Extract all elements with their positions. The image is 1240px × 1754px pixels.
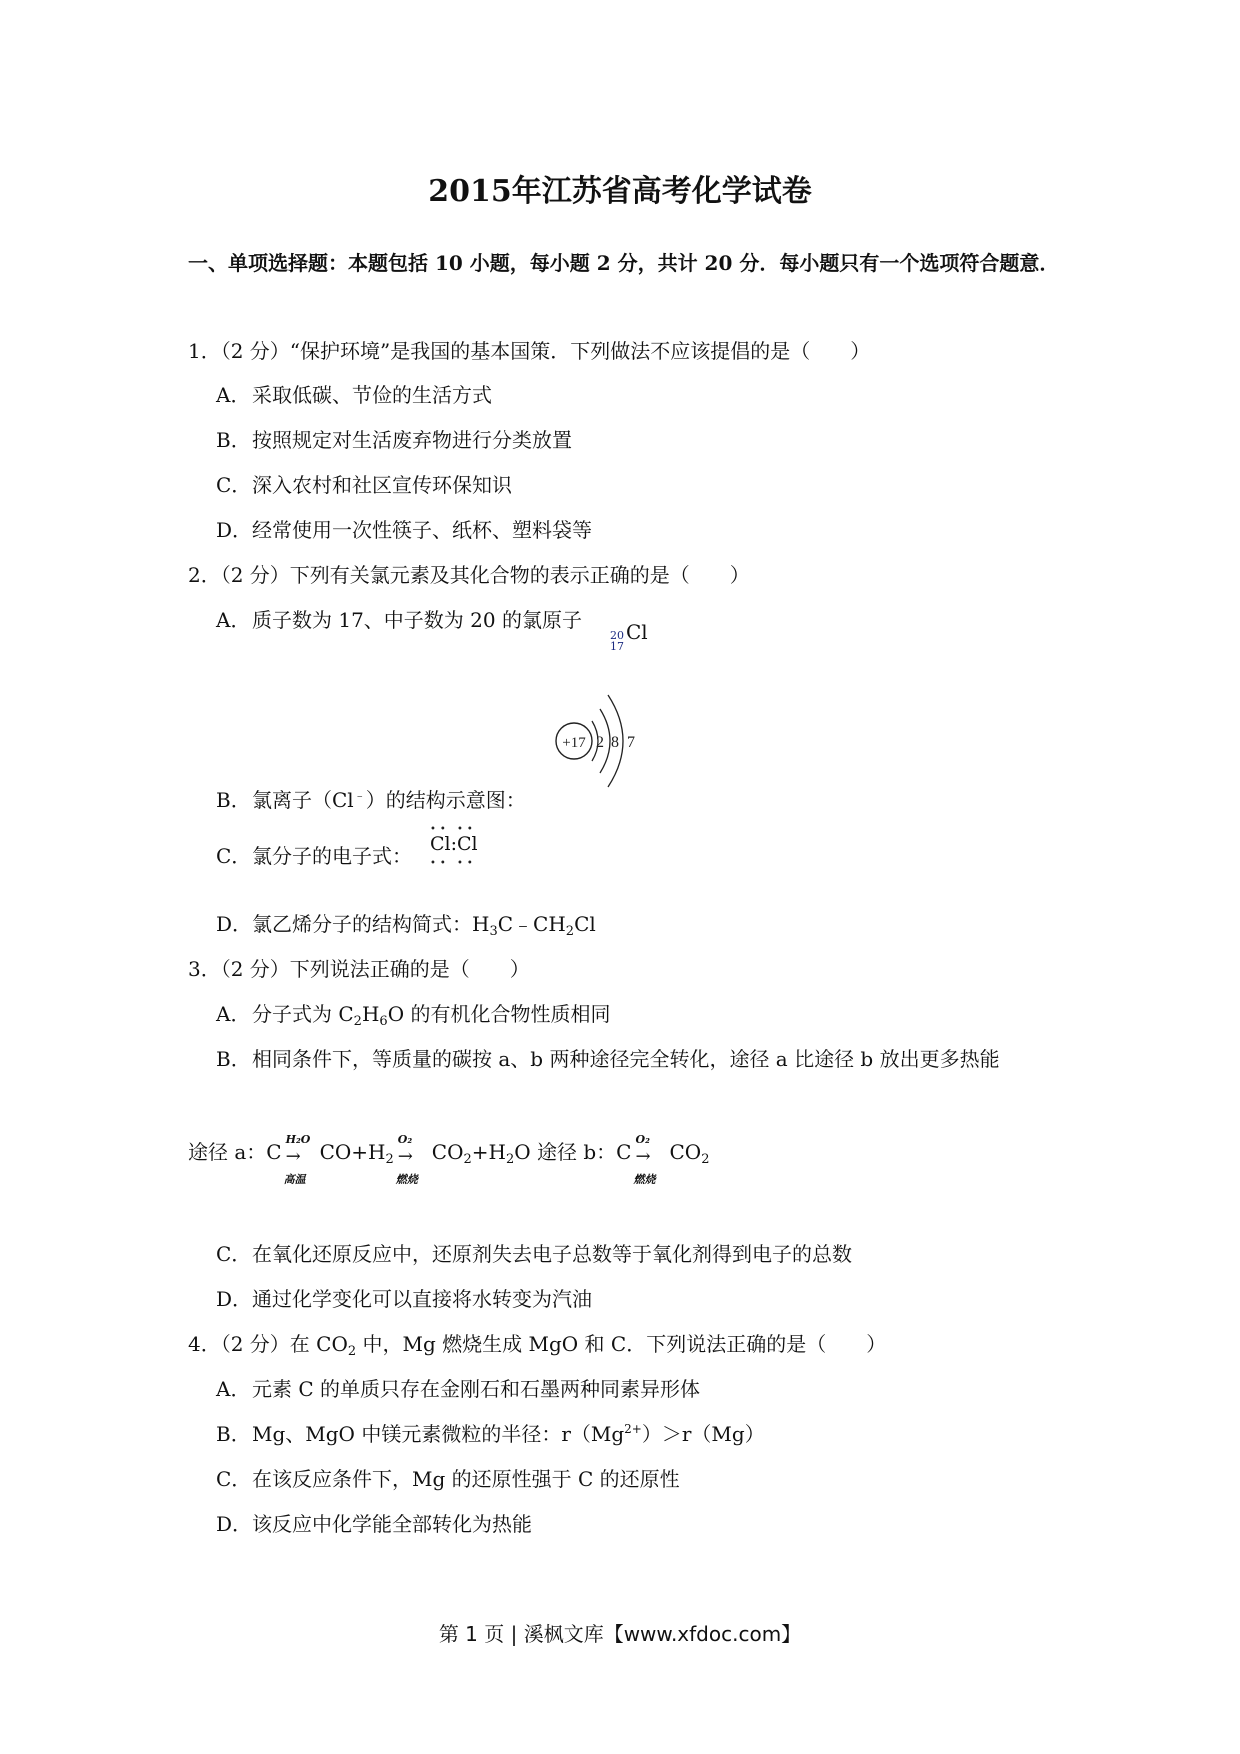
page-footer: 第 1 页 | 溪枫文库【www.xfdoc.com】: [438, 1622, 802, 1646]
top-dots-icon: •• ••: [430, 824, 477, 835]
question-3-option-a: [216, 1000, 610, 1028]
option-letter: C．: [216, 1242, 252, 1266]
question-4-stem: [188, 1330, 886, 1358]
formula-part: CO+H: [319, 1140, 386, 1164]
question-3-option-d: [216, 1285, 592, 1313]
arrow-reagent: H₂O: [285, 1133, 311, 1146]
question-1-option-b: [216, 426, 572, 454]
option-text: 质子数为 17、中子数为 20 的氯原子: [252, 608, 582, 632]
option-letter: D．: [216, 1287, 253, 1311]
formula-part: O: [514, 1140, 531, 1164]
option-text: 在该反应条件下，Mg 的还原性强于 C 的还原性: [252, 1467, 680, 1491]
option-letter: B．: [216, 1422, 251, 1446]
question-4-option-d: [216, 1510, 532, 1538]
section-heading: 一、单项选择题：本题包括 10 小题，每小题 2 分，共计 20 分．每小题只有一个选项符合题意．: [188, 251, 1060, 275]
formula-sub: 2: [463, 1152, 472, 1167]
formula-part: CO: [669, 1140, 702, 1164]
option-text: 元素 C 的单质只存在金刚石和石墨两种同素异形体: [252, 1377, 701, 1401]
option-letter: C．: [216, 1467, 252, 1491]
arrow-reagent: O₂: [635, 1133, 650, 1146]
question-1-option-a: [216, 381, 492, 409]
formula-sub: 3: [489, 924, 498, 939]
right-arrow-icon: →: [285, 1146, 301, 1167]
question-4-option-c: [216, 1465, 680, 1493]
option-letter: D．: [216, 912, 253, 936]
arrow-reagent: O₂: [397, 1133, 413, 1146]
formula-sub: 2: [565, 924, 575, 939]
option-text: 按照规定对生活废弃物进行分类放置: [252, 428, 572, 452]
chloride-ion-structure-diagram: [552, 685, 648, 801]
question-2-option-c: [216, 842, 412, 870]
stem-part: 4．（2 分）在 CO: [188, 1332, 348, 1356]
reaction-pathways: [188, 1133, 710, 1186]
right-arrow-icon: →: [635, 1146, 651, 1167]
arrow-condition: 高温: [283, 1173, 306, 1186]
option-letter: D．: [216, 518, 253, 542]
lewis-formula: Cl:Cl: [430, 833, 478, 855]
pathway-a-label: 途径 a：C: [188, 1140, 282, 1164]
formula-part: C﹣CH: [497, 912, 566, 936]
question-2-stem: 2．（2 分）下列有关氯元素及其化合物的表示正确的是（ ）: [188, 563, 750, 587]
question-3-stem: 3．（2 分）下列说法正确的是（ ）: [188, 957, 530, 981]
chlorine-lewis-structure: [430, 824, 478, 869]
option-text: 经常使用一次性筷子、纸杯、塑料袋等: [252, 518, 592, 542]
shell-1-electrons: 2: [596, 734, 604, 751]
option-letter: D．: [216, 1512, 253, 1536]
formula-sub: 2: [505, 1152, 515, 1167]
question-4-option-a: [216, 1375, 700, 1403]
reaction-arrow-o2: [633, 1133, 667, 1186]
reaction-arrow-h2o: [283, 1133, 318, 1186]
option-letter: C．: [216, 844, 252, 868]
formula-sub: 2: [347, 1344, 357, 1359]
option-text: 相同条件下，等质量的碳按 a、b 两种途径完全转化，途径 a 比途径 b 放出更多热能: [252, 1047, 1000, 1071]
atomic-number: 17: [610, 640, 624, 653]
option-letter: A．: [216, 1002, 251, 1026]
option-text-post: ）＞r（Mg）: [641, 1422, 765, 1446]
option-text: 该反应中化学能全部转化为热能: [252, 1512, 532, 1536]
right-arrow-icon: →: [397, 1146, 413, 1167]
formula-part: O 的有机化合物性质相同: [387, 1002, 611, 1026]
option-letter: B．: [216, 788, 251, 812]
question-3-option-b: [216, 1045, 1000, 1073]
question-2-option-a: [216, 606, 582, 634]
option-letter: A．: [216, 1377, 251, 1401]
formula-part: Cl: [574, 912, 596, 936]
option-letter: C．: [216, 473, 252, 497]
question-1-stem: 1．（2 分）“保护环境”是我国的基本国策．下列做法不应该提倡的是（ ）: [188, 339, 871, 363]
formula-part: 分子式为 C: [252, 1002, 354, 1026]
question-2-option-d: [216, 910, 596, 938]
formula-sub: 2: [353, 1014, 362, 1029]
chlorine-nuclide-symbol: [610, 620, 648, 652]
arrow-condition: 燃烧: [395, 1173, 418, 1186]
bottom-dots-icon: •• ••: [430, 858, 477, 869]
question-3-option-c: [216, 1240, 852, 1268]
stem-part: 中，Mg 燃烧生成 MgO 和 C．下列说法正确的是（ ）: [356, 1332, 887, 1356]
element-symbol: Cl: [626, 620, 648, 644]
formula-part: CO: [431, 1140, 464, 1164]
formula-part: +H: [471, 1140, 506, 1164]
option-text-pre: 氯离子（Cl: [252, 788, 354, 812]
option-text-pre: Mg、MgO 中镁元素微粒的半径：r（Mg: [252, 1422, 625, 1446]
charge-sup: 2+: [624, 1422, 642, 1436]
question-2-option-b: [216, 786, 526, 814]
formula-part: 氯乙烯分子的结构简式：H: [252, 912, 490, 936]
formula-sub: 2: [385, 1152, 394, 1167]
shell-2-electrons: 8: [611, 734, 619, 751]
arrow-condition: 燃烧: [633, 1173, 656, 1186]
option-text: 在氧化还原反应中，还原剂失去电子总数等于氧化剂得到电子的总数: [252, 1242, 852, 1266]
question-1-option-c: [216, 471, 512, 499]
question-1-option-d: [216, 516, 592, 544]
option-letter: A．: [216, 608, 251, 632]
option-letter: B．: [216, 428, 251, 452]
pathway-b-label: 途径 b：C: [530, 1140, 632, 1164]
option-letter: B．: [216, 1047, 251, 1071]
shell-3-electrons: 7: [627, 734, 635, 751]
option-text: 采取低碳、节俭的生活方式: [252, 383, 492, 407]
reaction-arrow-o2: [395, 1133, 430, 1186]
option-letter: A．: [216, 383, 251, 407]
formula-sub: 2: [701, 1152, 710, 1167]
nuclide-numbers: [610, 630, 624, 652]
option-text: 深入农村和社区宣传环保知识: [252, 473, 512, 497]
formula-sub: 6: [379, 1014, 388, 1029]
nucleus-charge: +17: [562, 735, 586, 751]
option-text: 通过化学变化可以直接将水转变为汽油: [252, 1287, 592, 1311]
mass-number: 20: [610, 629, 624, 642]
formula-part: H: [361, 1002, 380, 1026]
page-title: 2015年江苏省高考化学试卷: [428, 174, 812, 209]
question-4-option-b: [216, 1420, 765, 1448]
option-text-post: ）的结构示意图：: [365, 788, 526, 812]
charge-sup: ﹣: [353, 788, 366, 802]
option-text: 氯分子的电子式：: [252, 844, 412, 868]
